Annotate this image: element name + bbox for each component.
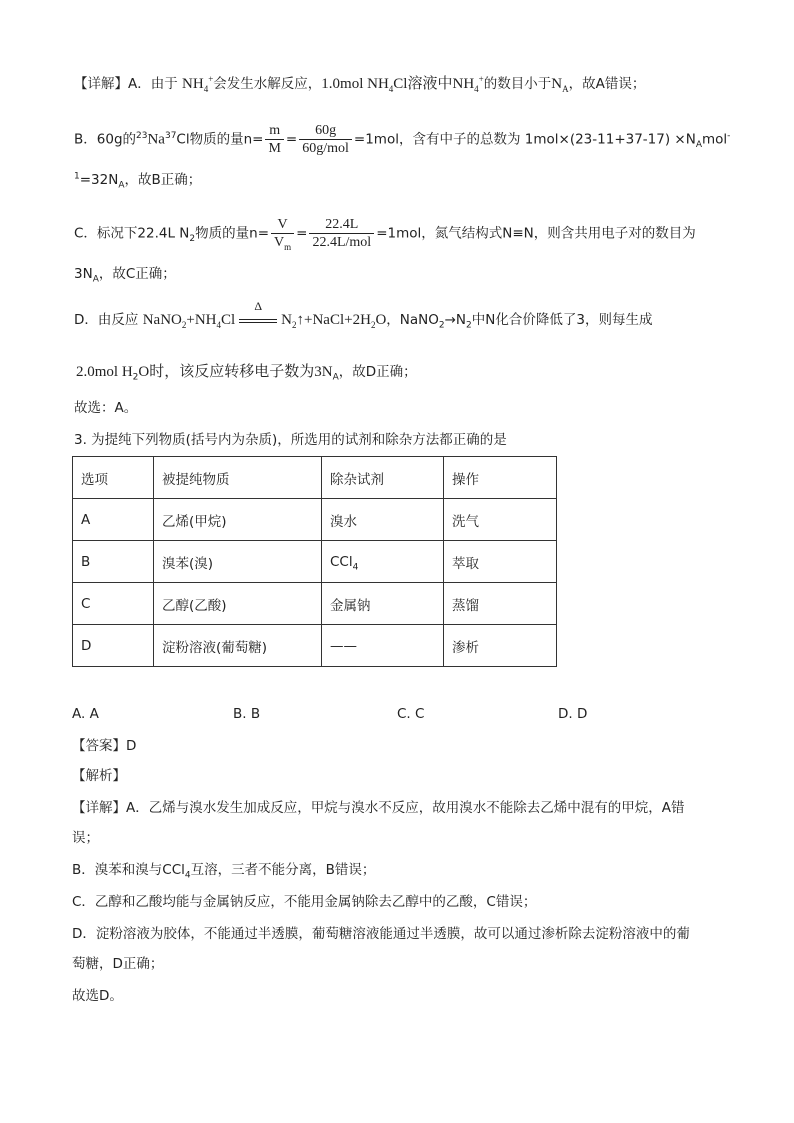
fraction-m-over-M: $\frac{m}{M}$ [265,122,283,157]
analysis-a-line: 【详解】A．乙烯与溴水发生加成反应，甲烷与溴水不反应，故用溴水不能除去乙烯中混有的甲烷，A错 [72,800,685,816]
reaction-equation: $NaNO_2+NH_4Cl$ Δ $N_2↑+NaCl+2H_2O$ [142,298,387,330]
option-d: D. D [558,706,588,722]
option-a: A. A [72,706,99,722]
analysis-d-line: D．淀粉溶液为胶体，不能通过半透膜，葡萄糖溶液能通过半透膜，故可以通过渗析除去淀粉溶液中的葡 [72,926,690,942]
detail-d-line: D．由反应 $NaNO_2+NH_4Cl$ Δ $N_2↑+NaCl+2H_2O$，$NaNO_2\to N_2$中N化合价降低了3，则每生成 [74,298,653,331]
fraction-22-4L: $\frac{22.4L}{\text{22.4L/mol}}$ [309,216,374,251]
detail-b-line: B．60g的$^{23}$Na$^{37}$Cl物质的量n= $\frac{m}{M}$ = $\frac{60g}{\text{60g/mol}}$ =1mol，含有中子的总数为 $1mol\times(23-11+37-17) \times N_Amol^-$ [74,123,731,156]
detail-tag: 【详解】 [74,76,128,92]
fraction-V-over-Vm: $\frac{V}{V_m}$ [271,216,294,251]
analysis-c-line: C．乙醇和乙酸均能与金属钠反应，不能用金属钠除去乙醇中的乙酸，C错误； [72,894,537,910]
choose-line-1: 故选：A。 [74,400,138,416]
table-header-row [73,457,557,499]
option-b: B. B [233,706,261,722]
table-row: C 乙醇(乙酸) 金属钠 蒸馏 [73,583,557,625]
table-header-cell: 操作 [444,457,557,499]
table-header-cell: 被提纯物质 [154,457,322,499]
question-3-stem: 3. 为提纯下列物质(括号内为杂质)，所选用的试剂和除杂方法都正确的是 [74,432,507,448]
analysis-d-line-2: 萄糖，D正确； [72,956,164,972]
table-header-cell: 选项 [73,457,154,499]
detail-c-line: C．标况下22.4L $N_2$物质的量n= $\frac{V}{V_m}$ = $\frac{22.4L}{\text{22.4L/mol}}$ =1mol，氮气结构式N≡N，则含共用电子对的数目为 [74,217,696,252]
analysis-a-line-2: 误； [72,830,99,846]
table-row: A 乙烯(甲烷) 溴水 洗气 [73,499,557,541]
choose-line-2: 故选D。 [72,988,123,1004]
option-c: C. C [397,706,425,722]
heat-arrow-icon: Δ [237,314,279,328]
detail-d-line-2: 2.0mol $H_2O$时，该反应转移电子数为$3N_A$，故D正确； [76,364,417,383]
detail-c-line-2: $3N_A$，故C正确； [74,266,176,285]
answer-line: 【答案】D [72,738,137,754]
table-row: D 淀粉溶液(葡萄糖) —— 渗析 [73,625,557,667]
fraction-60g: $\frac{60g}{\text{60g/mol}}$ [299,122,352,157]
detail-b-line-2: $^1=32N_A$，故B正确； [74,171,202,191]
question-3-table [72,456,557,667]
table-row: B 溴苯(溴) CCl$_4$ 萃取 [73,541,557,583]
table-header-cell: 除杂试剂 [322,457,444,499]
detail-a-line: 【详解】A．由于 $NH_4^+$会发生水解反应，1.0mol $NH_4Cl$溶液中$NH_4^+$的数目小于$N_A$，故A错误； [74,74,646,94]
analysis-line: 【解析】 [72,768,126,784]
analysis-b-line: B．溴苯和溴与CCl$_4$互溶，三者不能分离，B错误； [72,862,376,881]
